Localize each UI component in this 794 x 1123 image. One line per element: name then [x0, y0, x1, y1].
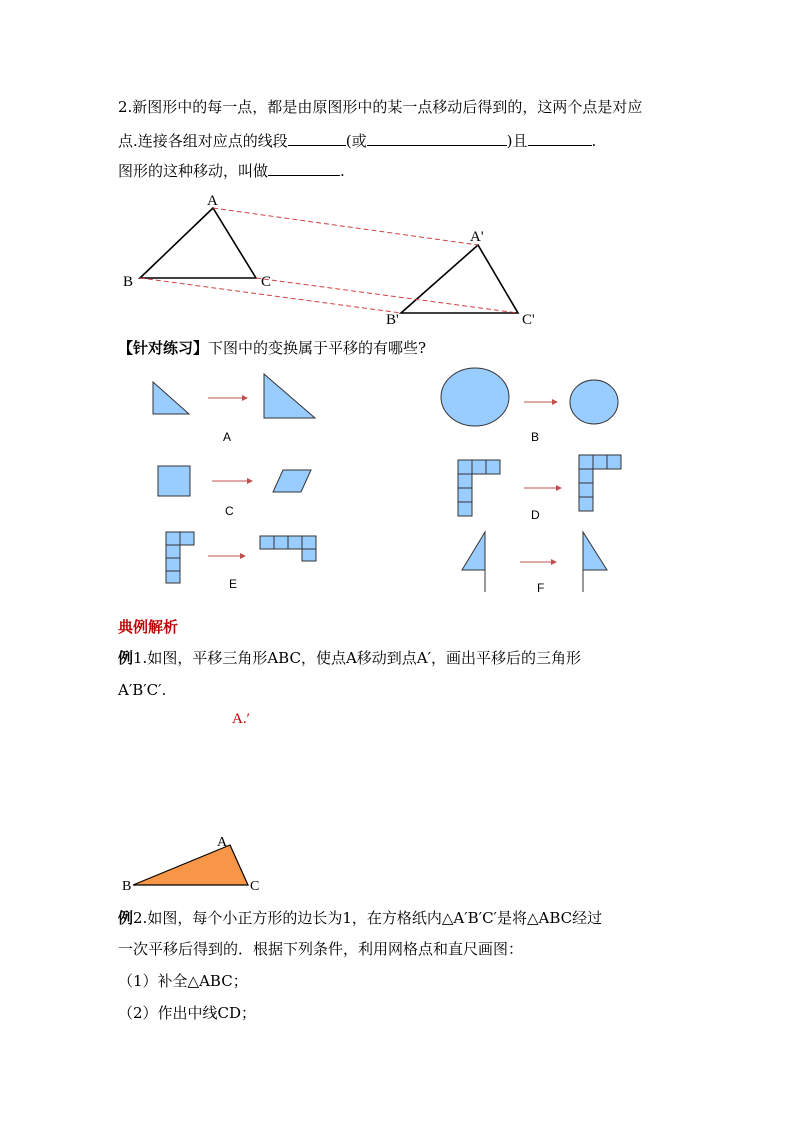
example1-line1 — [118, 648, 581, 668]
option-label-f: F — [537, 581, 545, 595]
triangle-a2b2c2 — [401, 245, 518, 313]
blank-2[interactable] — [367, 130, 507, 146]
section2-line2 — [118, 130, 596, 151]
example1-triangle-figure — [0, 830, 300, 895]
line2-text-a: 点.连接各组对应点的线段 — [118, 132, 288, 150]
example1-text: 1.如图，平移三角形ABC，使点A移动到点A′，画出平移后的三角形 — [133, 649, 582, 667]
shape-d-moved — [579, 455, 621, 511]
orange-triangle — [133, 845, 248, 885]
dashed-cc2 — [256, 278, 518, 313]
label-c-prime: C' — [522, 312, 535, 328]
option-label-a: A — [223, 430, 232, 444]
shape-e-original — [166, 532, 194, 583]
shape-d-original — [458, 460, 500, 516]
practice-question: 下图中的变换属于平移的有哪些? — [208, 339, 427, 357]
label-b: B — [123, 274, 134, 290]
option-label-c: C — [225, 504, 234, 518]
shape-b-original — [441, 368, 509, 426]
example2-line2: 一次平移后得到的．根据下列条件，利用网格点和直尺画图： — [118, 940, 524, 958]
blank-3[interactable] — [528, 130, 592, 146]
ex1-label-b: B — [122, 879, 132, 894]
example2-item1: （1）补全△ABC； — [118, 972, 248, 990]
practice-figures — [0, 360, 794, 600]
ex1-label-a: A — [217, 835, 228, 850]
point-a-prime: A.′ — [232, 711, 250, 727]
triangle-abc — [140, 208, 256, 278]
example2-label: 例 — [118, 909, 134, 927]
option-label-b: B — [531, 430, 540, 444]
shape-a-moved — [264, 374, 315, 418]
example2-item2: （2）作出中线CD； — [118, 1004, 257, 1022]
label-a-prime: A' — [470, 229, 484, 245]
blank-4[interactable] — [268, 160, 340, 176]
label-a: A — [207, 193, 218, 209]
practice-heading — [118, 338, 426, 358]
line2-text-d: . — [591, 132, 597, 150]
translation-figure — [0, 185, 794, 330]
dashed-aa2 — [213, 208, 478, 245]
section2-line3 — [118, 160, 345, 181]
example2-text: 2.如图，每个小正方形的边长为1，在方格纸内△A′B′C′是将△ABC经过 — [133, 909, 603, 927]
ex1-label-c: C — [250, 879, 260, 894]
shape-b-moved — [570, 380, 618, 424]
line3-text-a: 图形的这种移动，叫做 — [118, 162, 269, 180]
blank-1[interactable] — [288, 130, 346, 146]
examples-heading: 典例解析 — [118, 618, 179, 636]
shape-f-original — [462, 532, 485, 570]
shape-a-original — [153, 382, 189, 414]
section2-line1: 2.新图形中的每一点，都是由原图形中的某一点移动后得到的，这两个点是对应 — [118, 98, 643, 116]
option-label-e: E — [229, 577, 238, 591]
example1-line2: A′B′C′. — [118, 681, 167, 699]
shape-f-moved — [583, 532, 607, 570]
shape-e-moved — [260, 536, 316, 561]
example2-line1 — [118, 908, 602, 928]
shape-c-moved — [273, 470, 311, 492]
line2-text-b: (或 — [345, 132, 367, 150]
line3-text-b: . — [340, 162, 345, 180]
shape-c-original — [158, 466, 190, 496]
option-label-d: D — [531, 508, 540, 522]
practice-bracket: 【针对练习】 — [118, 339, 209, 357]
example1-label: 例 — [118, 649, 134, 667]
line2-text-c: )且 — [506, 132, 528, 150]
label-b-prime: B' — [386, 312, 399, 328]
label-c: C — [261, 274, 272, 290]
